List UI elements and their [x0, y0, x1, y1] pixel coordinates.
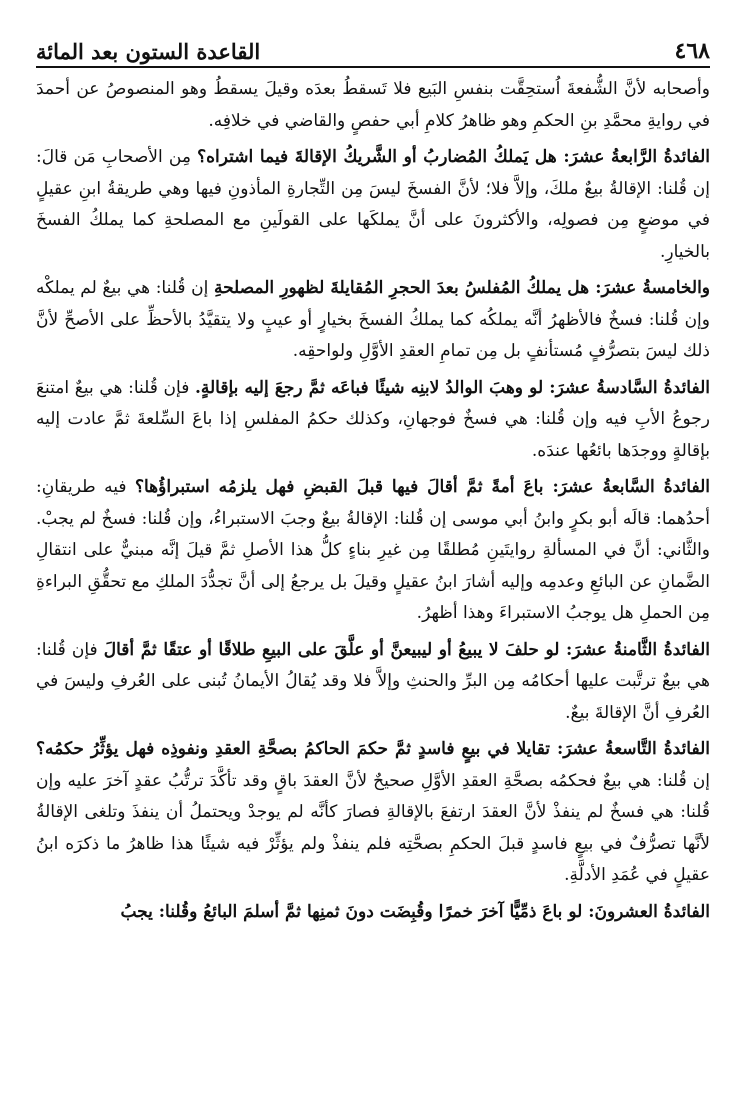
page-body	[36, 74, 710, 1080]
paragraph-heading: الفائدةُ السَّابعةُ عشرَ: باعَ أمةً ثمَّ أقالَ فيها قبلَ القبضِ فهل يلزمُه استبراؤُها؟	[134, 477, 710, 497]
paragraph-heading: الفائدةُ الرَّابعةُ عشرَ: هل يَملكُ المُضاربُ أو الشَّريكُ الإقالةَ فيما اشتراه؟	[197, 147, 710, 167]
paragraph-text: فيه طريقانِ: أحدُهما: قالَه أبو بكرٍ وابنُ أبي موسى إن قُلنا: الإقالةُ بيعٌ وجبَ الاستبراءُ، وإن قُلنا: فسخٌ لم يجبْ. والثَّاني: أنَّ في المسألةِ روايتَينِ مُطلقًا مِن غيرِ بناءٍ كلُّ هذا الأصلِ ثمَّ قيلَ إنَّه مبنيٌّ على انتقالِ الضَّمانِ عن البائعِ وعدمِه وإليه أشارَ ابنُ عقيلٍ وقيلَ بل يرجعُ إلى أنَّ تجدُّدَ الملكِ مع تحقُّقِ البراءةِ مِن الحملِ هل يوجبُ الاستبراءَ وهذا أظهرُ.	[36, 477, 710, 623]
paragraph-text: إن قُلنا: هي بيعٌ فحكمُه بصحَّةِ العقدِ الأوَّلِ صحيحٌ لأنَّ العقدَ باقٍ وقد تأكَّدَ ترتُّبُ عقدٍ آخرَ عليه وإن قُلنا: هي فسخٌ لم ينفذْ لأنَّ العقدَ ارتفعَ بالإقالةِ فصارَ كأنَّه لم يوجدْ ويحتملُ أن ينفذَ وتلغى الإقالةُ لأنَّها تصرُّفٌ في بيعٍ فاسدٍ قبلَ الحكمِ بصحَّتِه فلم ينفذْ ولم يؤثِّرْ فيه شيئًا هذا ظاهرُ ما ذكرَه ابنُ عقيلٍ في عُمَدِ الأدلَّةِ.	[36, 770, 710, 885]
page-header	[36, 32, 710, 68]
paragraph-heading: الفائدةُ التَّاسعةُ عشرَ: تقايلا في بيعٍ فاسدٍ ثمَّ حكمَ الحاكمُ بصحَّةِ العقدِ ونفوذِه فهل يؤثِّرُ حكمُه؟	[36, 739, 710, 759]
paragraph-heading: والخامسةُ عشرَ: هل يملكُ المُفلسُ بعدَ الحجرِ المُقايلةَ لظهورِ المصلحةِ	[213, 278, 710, 298]
paragraph	[36, 142, 710, 268]
paragraph-text: فإن قُلنا: هي بيعٌ امتنعَ رجوعُ الأبِ فيه وإن قُلنا: هي فسخٌ فوجهانِ، وكذلك حكمُ المفلسِ إذا باعَ السِّلعةَ ثمَّ عادت إليه بإقالةٍ ووجدَها بائعُها عندَه.	[36, 377, 710, 461]
paragraph-text: مِن الأصحابِ مَن قالَ: إن قُلنا: الإقالةُ بيعٌ ملكَ، وإلاَّ فلا؛ لأنَّ الفسخَ ليسَ مِن التِّجارةِ المأذونِ فيها وهي طريقةُ ابنِ عقيلٍ في موضعٍ مِن فصولِه، والأكثرونَ على أنَّ يملكَها على القولَينِ مع المصلحةِ كما يملكُ الفسخَ بالخيارِ.	[36, 147, 710, 262]
paragraph	[36, 373, 710, 468]
paragraph-heading: الفائدةُ العشرونَ: لو باعَ ذمِّيًّا آخرَ خمرًا وقُبِضَت دونَ ثمنِها ثمَّ أسلمَ البائعُ وقُلنا: يجبُ	[120, 901, 710, 922]
paragraph	[36, 897, 710, 929]
running-title: القاعدة الستون بعد المائة	[36, 39, 261, 64]
paragraph	[36, 74, 710, 137]
paragraph-heading: الفائدةُ الثَّامنةُ عشرَ: لو حلفَ لا يبيعُ أو ليبيعنَّ أو علَّقَ على البيعِ طلاقًا أو عتقًا ثمَّ أقالَ	[103, 639, 710, 660]
paragraph-heading: الفائدةُ السَّادسةُ عشرَ: لو وهبَ الوالدُ لابنِه شيئًا فباعَه ثمَّ رجعَ إليه بإقالةٍ.	[194, 377, 710, 398]
paragraph-text: وأصحابه لأنَّ الشُّفعةَ اُستحِقَّت بنفسِ البَيع فلا تَسقطُ بعدَه وقيلَ يسقطُ وهو المنصوصُ عن أحمدَ في روايةِ محمَّدِ بنِ الحكمِ وهو ظاهرُ كلامِ أبي حفصٍ والقاضي في خلافِه.	[36, 79, 710, 131]
page-number: ٤٦٨	[674, 38, 710, 64]
paragraph	[36, 635, 710, 730]
paragraph	[36, 472, 710, 630]
paragraph-text: فإن قُلنا: هي بيعٌ ترتَّبت عليها أحكامُه مِن البرِّ والحنثِ وإلاَّ فلا وقد يُقالُ الأيمانُ تُبنى على العُرفِ وليسَ في العُرفِ أنَّ الإقالةَ بيعٌ.	[36, 639, 710, 723]
paragraph	[36, 734, 710, 892]
paragraph	[36, 273, 710, 368]
paragraph-text: إن قُلنا: هي بيعٌ لم يملكْه وإن قُلنا: فسخٌ فالأظهرُ أنَّه يملكُه كما يملكُ الفسخَ بخيارٍ أو عيبٍ ولا يتقيَّدُ بالأحظِّ على الأصحِّ لأنَّ ذلك ليسَ بتصرُّفٍ مُستأنفٍ بل مِن تمامِ العقدِ الأوَّلِ ولواحقِه.	[36, 278, 710, 361]
